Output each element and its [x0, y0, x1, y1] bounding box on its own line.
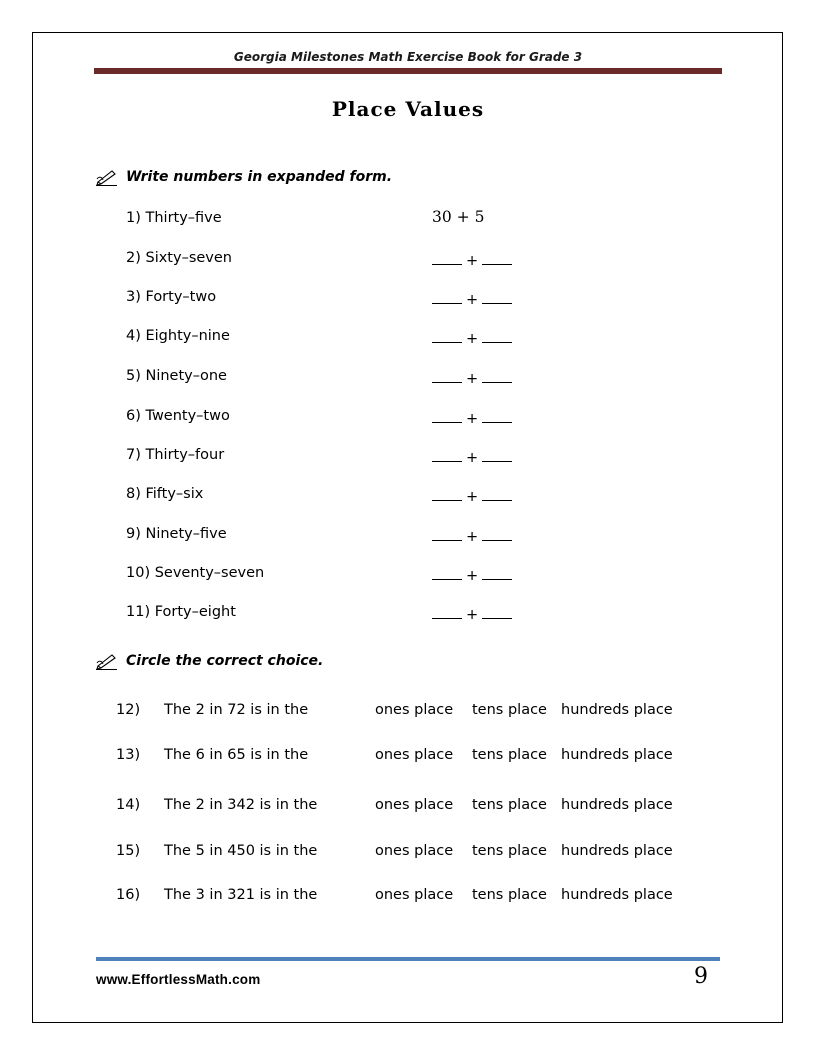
choice-question [0, 702, 816, 726]
page-number: 9 [694, 964, 708, 989]
plus-sign: + [466, 292, 479, 308]
choice-tens-place[interactable]: tens place [472, 797, 547, 813]
answer-blanks[interactable] [432, 408, 512, 427]
choice-ones-place[interactable]: ones place [375, 887, 454, 903]
choice-tens-place[interactable]: tens place [472, 747, 547, 763]
question-statement: The 6 in 65 is in the [164, 747, 309, 763]
choice-tens-place[interactable]: tens place [472, 843, 547, 859]
answer-blanks[interactable] [432, 250, 512, 269]
expanded-form-item [0, 328, 816, 352]
question-number: 15) [116, 843, 141, 859]
plus-sign: + [466, 331, 479, 347]
example-answer: 30 + 5 [432, 208, 485, 226]
choice-hundreds-place[interactable]: hundreds place [561, 887, 673, 903]
number-word-label: 7) Thirty–four [126, 447, 225, 463]
number-word-label: 6) Twenty–two [126, 408, 230, 424]
ones-blank[interactable] [482, 447, 512, 462]
plus-sign: + [466, 489, 479, 505]
pencil-icon [95, 652, 119, 670]
choice-hundreds-place[interactable]: hundreds place [561, 797, 673, 813]
choice-ones-place[interactable]: ones place [375, 797, 454, 813]
question-statement: The 2 in 342 is in the [164, 797, 318, 813]
question-number: 12) [116, 702, 141, 718]
choice-hundreds-place[interactable]: hundreds place [561, 702, 673, 718]
number-word-label: 4) Eighty–nine [126, 328, 230, 344]
expanded-form-item [0, 250, 816, 274]
choice-question [0, 797, 816, 821]
choice-question [0, 887, 816, 911]
number-word-label: 5) Ninety–one [126, 368, 227, 384]
number-word-label: 3) Forty–two [126, 289, 217, 305]
tens-blank[interactable] [432, 447, 462, 462]
section2-instruction [95, 652, 323, 670]
number-word-label: 11) Forty–eight [126, 604, 236, 620]
answer-blanks[interactable] [432, 486, 512, 505]
expanded-form-item [0, 447, 816, 471]
number-word-label: 9) Ninety–five [126, 526, 227, 542]
answer-blanks[interactable] [432, 368, 512, 387]
choice-tens-place[interactable]: tens place [472, 702, 547, 718]
footer-website[interactable]: www.EffortlessMath.com [96, 972, 261, 987]
tens-blank[interactable] [432, 526, 462, 541]
answer-blanks[interactable] [432, 604, 512, 623]
ones-blank[interactable] [482, 250, 512, 265]
ones-blank[interactable] [482, 368, 512, 383]
answer-blanks[interactable] [432, 526, 512, 545]
answer-blanks[interactable] [432, 328, 512, 347]
question-statement: The 3 in 321 is in the [164, 887, 318, 903]
plus-sign: + [466, 411, 479, 427]
ones-blank[interactable] [482, 408, 512, 423]
expanded-form-item [0, 368, 816, 392]
expanded-form-item [0, 210, 816, 234]
section1-instruction-text: Write numbers in expanded form. [126, 169, 393, 185]
section1-instruction [95, 168, 392, 186]
number-word-label: 1) Thirty–five [126, 210, 222, 226]
ones-blank[interactable] [482, 486, 512, 501]
pencil-icon [95, 168, 119, 186]
plus-sign: + [466, 450, 479, 466]
plus-sign: + [466, 568, 479, 584]
ones-blank[interactable] [482, 289, 512, 304]
expanded-form-item [0, 289, 816, 313]
tens-blank[interactable] [432, 486, 462, 501]
ones-blank[interactable] [482, 604, 512, 619]
question-number: 16) [116, 887, 141, 903]
ones-blank[interactable] [482, 565, 512, 580]
plus-sign: + [466, 371, 479, 387]
book-title: Georgia Milestones Math Exercise Book for Grade 3 [233, 50, 583, 64]
choice-question [0, 747, 816, 771]
expanded-form-item [0, 408, 816, 432]
answer-blanks[interactable] [432, 565, 512, 584]
choice-hundreds-place[interactable]: hundreds place [561, 843, 673, 859]
question-statement: The 5 in 450 is in the [164, 843, 318, 859]
choice-question [0, 843, 816, 867]
ones-blank[interactable] [482, 328, 512, 343]
page-title: Place Values [331, 97, 485, 121]
question-statement: The 2 in 72 is in the [164, 702, 309, 718]
expanded-form-item [0, 604, 816, 628]
number-word-label: 10) Seventy–seven [126, 565, 265, 581]
number-word-label: 2) Sixty–seven [126, 250, 232, 266]
tens-blank[interactable] [432, 368, 462, 383]
number-word-label: 8) Fifty–six [126, 486, 204, 502]
expanded-form-item [0, 565, 816, 589]
tens-blank[interactable] [432, 250, 462, 265]
ones-blank[interactable] [482, 526, 512, 541]
plus-sign: + [466, 529, 479, 545]
plus-sign: + [466, 607, 479, 623]
choice-ones-place[interactable]: ones place [375, 702, 454, 718]
section2-instruction-text: Circle the correct choice. [126, 653, 324, 669]
tens-blank[interactable] [432, 408, 462, 423]
choice-tens-place[interactable]: tens place [472, 887, 547, 903]
question-number: 13) [116, 747, 141, 763]
choice-ones-place[interactable]: ones place [375, 843, 454, 859]
expanded-form-item [0, 526, 816, 550]
expanded-form-item [0, 486, 816, 510]
footer-rule [96, 957, 720, 961]
question-number: 14) [116, 797, 141, 813]
tens-blank[interactable] [432, 289, 462, 304]
tens-blank[interactable] [432, 565, 462, 580]
tens-blank[interactable] [432, 328, 462, 343]
answer-blanks[interactable] [432, 289, 512, 308]
plus-sign: + [466, 253, 479, 269]
answer-blanks[interactable] [432, 447, 512, 466]
tens-blank[interactable] [432, 604, 462, 619]
choice-hundreds-place[interactable]: hundreds place [561, 747, 673, 763]
header-rule [94, 68, 722, 74]
choice-ones-place[interactable]: ones place [375, 747, 454, 763]
